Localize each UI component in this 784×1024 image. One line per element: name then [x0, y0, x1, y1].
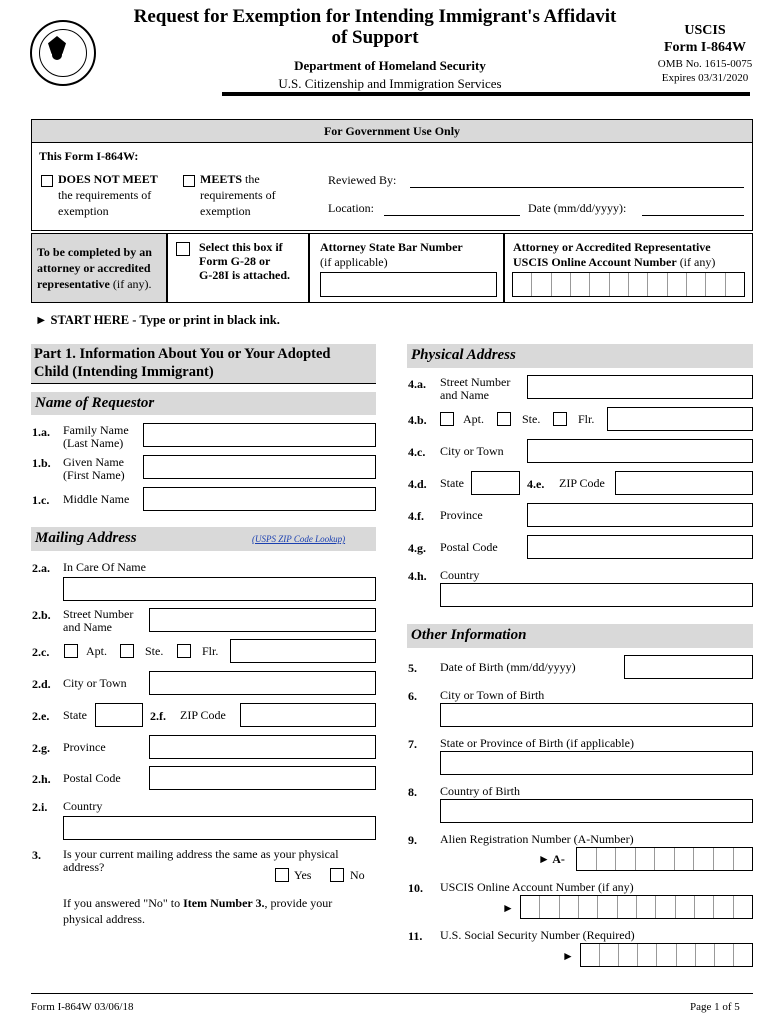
- mailing-postal-label: Postal Code: [63, 771, 121, 785]
- same-address-question: Is your current mailing address the same as your physical address?: [63, 847, 339, 874]
- mailing-state-label: State: [63, 708, 87, 722]
- physical-country-input[interactable]: [440, 583, 753, 607]
- mailing-country-input[interactable]: [63, 816, 376, 840]
- mailing-province-label: Province: [63, 740, 106, 754]
- ssn-arrow-icon: ►: [562, 949, 574, 963]
- physical-state-label: State: [440, 476, 464, 490]
- mailing-ste-checkbox[interactable]: [120, 644, 134, 658]
- name-of-requestor-heading: Name of Requestor: [31, 392, 376, 415]
- country-of-birth-label: Country of Birth: [440, 784, 520, 798]
- bar-number-cell: Attorney State Bar Number (if applicable): [309, 233, 504, 303]
- physical-state-select[interactable]: [471, 471, 520, 495]
- form-title: Request for Exemption for Intending Immigrant's Affidavit of Support: [133, 6, 617, 48]
- a-number-prefix: ► A-: [538, 852, 565, 866]
- physical-street-input[interactable]: [527, 375, 753, 399]
- mailing-zip-input[interactable]: [240, 703, 376, 727]
- mailing-apt-checkbox[interactable]: [64, 644, 78, 658]
- physical-apt-checkbox[interactable]: [440, 412, 454, 426]
- in-care-of-input[interactable]: [63, 577, 376, 601]
- account-number-cell: Attorney or Accredited Representative USCIS Online Account Number (if any): [504, 233, 753, 303]
- given-name-label: Given Name (First Name): [63, 455, 125, 482]
- physical-zip-input[interactable]: [615, 471, 753, 495]
- reviewed-by-label: Reviewed By:: [328, 173, 397, 187]
- footer-form-version: Form I-864W 03/06/18: [31, 1001, 134, 1013]
- location-line[interactable]: [384, 215, 520, 216]
- physical-street-label: Street Number and Name: [440, 375, 511, 402]
- physical-postal-label: Postal Code: [440, 540, 498, 554]
- physical-ste-checkbox[interactable]: [497, 412, 511, 426]
- footer-rule: [31, 993, 753, 994]
- gov-use-box: [31, 119, 753, 231]
- in-care-of-label: In Care Of Name: [63, 560, 146, 574]
- online-account-label: USCIS Online Account Number (if any): [440, 880, 634, 894]
- mailing-state-select[interactable]: [95, 703, 143, 727]
- a-number-label: Alien Registration Number (A-Number): [440, 832, 634, 846]
- form-label: This Form I-864W:: [39, 149, 139, 163]
- account-number-input[interactable]: [512, 272, 745, 297]
- form-identifier: USCIS Form I-864W: [663, 23, 747, 55]
- physical-country-label: Country: [440, 568, 480, 582]
- physical-address-heading: Physical Address: [407, 344, 753, 368]
- given-name-input[interactable]: [143, 455, 376, 479]
- account-number-label: Attorney or Accredited Representative: [513, 240, 711, 254]
- reviewed-by-line[interactable]: [410, 187, 744, 188]
- city-of-birth-input[interactable]: [440, 703, 753, 727]
- dob-label: Date of Birth (mm/dd/yyyy): [440, 660, 576, 674]
- middle-name-input[interactable]: [143, 487, 376, 511]
- physical-flr-checkbox[interactable]: [553, 412, 567, 426]
- country-of-birth-input[interactable]: [440, 799, 753, 823]
- attorney-note-cell: To be completed by an attorney or accredited representative (if any).: [31, 233, 167, 303]
- omb-info: OMB No. 1615-0075 Expires 03/31/2020: [657, 58, 753, 84]
- mailing-province-input[interactable]: [149, 735, 376, 759]
- bar-number-label: Attorney State Bar Number: [320, 240, 463, 254]
- city-of-birth-label: City or Town of Birth: [440, 688, 545, 702]
- header-rule: [222, 92, 750, 96]
- family-name-label: Family Name (Last Name): [63, 423, 129, 450]
- physical-postal-input[interactable]: [527, 535, 753, 559]
- meets-checkbox[interactable]: [183, 175, 195, 187]
- mailing-zip-label: ZIP Code: [180, 708, 226, 722]
- state-of-birth-label: State or Province of Birth (if applicable): [440, 736, 634, 750]
- mailing-street-label: Street Number and Name: [63, 607, 134, 634]
- same-address-yes-checkbox[interactable]: [275, 868, 289, 882]
- start-here-text: ► START HERE - Type or print in black ink.: [35, 313, 280, 327]
- physical-unit-input[interactable]: [607, 407, 753, 431]
- same-address-no-checkbox[interactable]: [330, 868, 344, 882]
- mailing-flr-checkbox[interactable]: [177, 644, 191, 658]
- part1-heading: Part 1. Information About You or Your Adopted Child (Intending Immigrant): [31, 344, 376, 384]
- ssn-label: U.S. Social Security Number (Required): [440, 928, 635, 942]
- date-line[interactable]: [642, 215, 744, 216]
- physical-zip-label: ZIP Code: [559, 476, 605, 490]
- physical-province-input[interactable]: [527, 503, 753, 527]
- mailing-address-heading: Mailing Address: [31, 527, 376, 551]
- meets-label: MEETS the requirements of exemption: [200, 172, 276, 218]
- agency-name: U.S. Citizenship and Immigration Services: [278, 76, 502, 91]
- state-of-birth-input[interactable]: [440, 751, 753, 775]
- a-number-input[interactable]: [576, 847, 753, 871]
- online-account-arrow-icon: ►: [502, 901, 514, 915]
- gov-use-heading: For Government Use Only: [32, 120, 752, 143]
- family-name-input[interactable]: [143, 423, 376, 447]
- physical-address-note: If you answered "No" to Item Number 3., provide your physical address.: [63, 896, 333, 926]
- g28-label: Select this box if Form G-28 or G-28I is attached.: [199, 240, 290, 282]
- middle-name-label: Middle Name: [63, 492, 130, 506]
- mailing-city-label: City or Town: [63, 676, 127, 690]
- usps-zip-lookup-link[interactable]: (USPS ZIP Code Lookup): [252, 534, 346, 544]
- dhs-seal-logo: [30, 20, 96, 86]
- dob-input[interactable]: [624, 655, 753, 679]
- does-not-meet-checkbox[interactable]: [41, 175, 53, 187]
- g28-cell: [167, 233, 309, 303]
- bar-number-input[interactable]: [320, 272, 497, 297]
- mailing-country-label: Country: [63, 799, 103, 813]
- date-label: Date (mm/dd/yyyy):: [528, 201, 627, 215]
- mailing-street-input[interactable]: [149, 608, 376, 632]
- ssn-input[interactable]: [580, 943, 753, 967]
- footer-page-number: Page 1 of 5: [690, 1001, 740, 1013]
- physical-city-input[interactable]: [527, 439, 753, 463]
- location-label: Location:: [328, 201, 374, 215]
- physical-province-label: Province: [440, 508, 483, 522]
- g28-checkbox[interactable]: [176, 242, 190, 256]
- mailing-unit-input[interactable]: [230, 639, 376, 663]
- physical-city-label: City or Town: [440, 444, 504, 458]
- online-account-input[interactable]: [520, 895, 753, 919]
- mailing-postal-input[interactable]: [149, 766, 376, 790]
- other-information-heading: Other Information: [407, 624, 753, 648]
- mailing-city-input[interactable]: [149, 671, 376, 695]
- department-name: Department of Homeland Security: [294, 58, 486, 73]
- does-not-meet-label: DOES NOT MEET the requirements of exemption: [58, 172, 158, 218]
